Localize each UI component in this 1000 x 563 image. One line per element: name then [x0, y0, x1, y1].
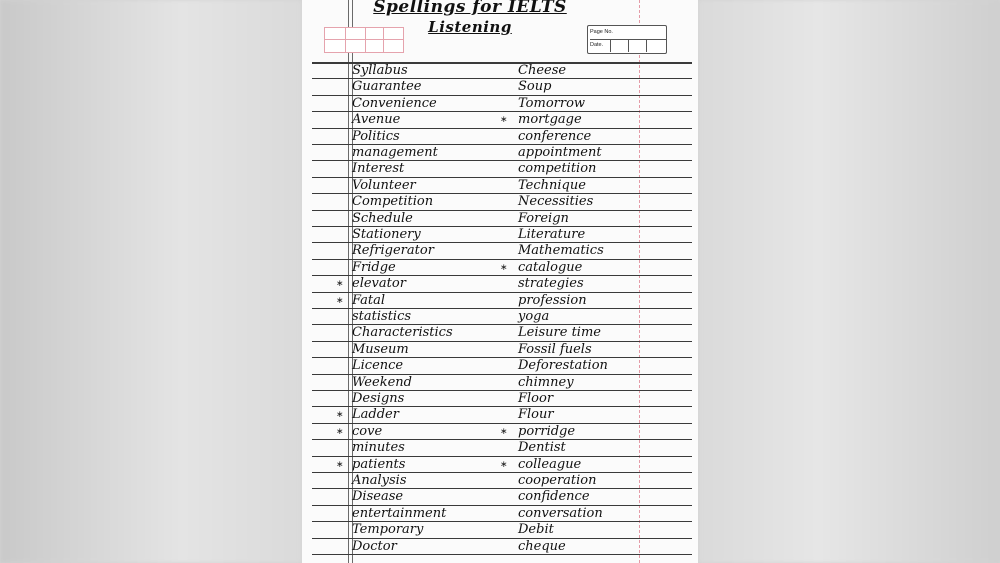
word-entry: Tomorrow: [518, 95, 586, 111]
word-entry: profession: [518, 292, 587, 308]
word-entry: Weekend: [352, 374, 412, 390]
word-entry: entertainment: [352, 505, 447, 521]
word-entry: Mathematics: [518, 243, 604, 259]
word-entry: porridge: [518, 423, 576, 439]
word-entry: strategies: [518, 276, 584, 292]
word-entry: Necessities: [518, 194, 594, 210]
page-title: Spellings for IELTS: [373, 0, 567, 17]
word-entry: Temporary: [352, 522, 424, 538]
asterisk-mark: ∗: [500, 115, 508, 126]
blurred-background-right: [698, 0, 1000, 563]
asterisk-mark: ∗: [500, 426, 508, 437]
asterisk-mark: ∗: [500, 262, 508, 273]
word-entry: competition: [518, 161, 597, 177]
notebook-page: [302, 0, 698, 563]
blurred-background-left: [0, 0, 302, 563]
word-entry: conversation: [518, 505, 603, 521]
word-entry: Dentist: [518, 440, 566, 456]
word-entry: Competition: [352, 194, 434, 210]
word-entry: conference: [518, 128, 592, 144]
word-entry: Fatal: [352, 292, 386, 308]
word-entry: Museum: [352, 341, 409, 357]
page-subtitle: Listening: [428, 18, 512, 36]
page-number-date-box: [587, 25, 667, 54]
word-entry: Interest: [352, 161, 405, 177]
word-entry: Characteristics: [352, 325, 453, 341]
word-entry: statistics: [352, 309, 412, 324]
asterisk-mark: ∗: [336, 295, 344, 306]
word-entry: chimney: [518, 374, 574, 390]
date-label: Date.: [590, 42, 604, 48]
word-entry: appointment: [518, 145, 602, 160]
word-entry: Politics: [352, 128, 400, 144]
word-entry: Fossil fuels: [518, 341, 592, 357]
asterisk-mark: ∗: [336, 410, 344, 421]
word-entry: Schedule: [352, 210, 413, 226]
word-entry: Deforestation: [518, 358, 608, 374]
word-entry: Designs: [352, 391, 405, 406]
asterisk-mark: ∗: [336, 459, 344, 470]
word-entry: Technique: [518, 177, 586, 193]
word-entry: Disease: [352, 489, 404, 505]
ruled-line: [312, 554, 692, 555]
word-entry: patients: [352, 456, 406, 472]
word-entry: Soup: [518, 79, 552, 95]
word-entry: elevator: [352, 276, 406, 292]
margin-line-left-outer: [348, 0, 349, 563]
word-entry: Licence: [352, 358, 404, 374]
word-entry: Analysis: [352, 473, 407, 488]
asterisk-mark: ∗: [500, 459, 508, 470]
word-entry: minutes: [352, 440, 405, 456]
word-entry: cheque: [518, 538, 566, 554]
word-entry: management: [352, 145, 438, 160]
word-entry: Flour: [518, 407, 554, 423]
word-entry: yoga: [518, 309, 550, 324]
word-entry: Doctor: [352, 538, 397, 554]
word-entry: cove: [352, 423, 383, 439]
word-entry: catalogue: [518, 259, 583, 275]
word-entry: Convenience: [352, 95, 437, 111]
word-entry: Syllabus: [352, 63, 408, 78]
word-entry: Ladder: [352, 407, 399, 423]
page-no-label: Page No.: [590, 26, 666, 40]
asterisk-mark: ∗: [336, 426, 344, 437]
word-entry: colleague: [518, 456, 582, 472]
word-entry: Leisure time: [518, 325, 601, 341]
word-entry: Literature: [518, 227, 586, 242]
word-entry: Avenue: [352, 112, 401, 128]
word-entry: cooperation: [518, 473, 597, 488]
word-entry: Foreign: [518, 210, 569, 226]
word-entry: Fridge: [352, 259, 396, 275]
word-entry: Debit: [518, 522, 554, 538]
word-entry: Cheese: [518, 63, 567, 78]
word-entry: Volunteer: [352, 177, 416, 193]
word-entry: Refrigerator: [352, 243, 434, 259]
word-entry: Guarantee: [352, 79, 422, 95]
word-entry: confidence: [518, 489, 590, 505]
asterisk-mark: ∗: [336, 279, 344, 290]
word-entry: Stationery: [352, 227, 421, 242]
margin-line-right: [639, 0, 640, 563]
word-entry: mortgage: [518, 112, 582, 128]
faded-stamp-box: [324, 27, 404, 53]
word-entry: Floor: [518, 391, 554, 406]
